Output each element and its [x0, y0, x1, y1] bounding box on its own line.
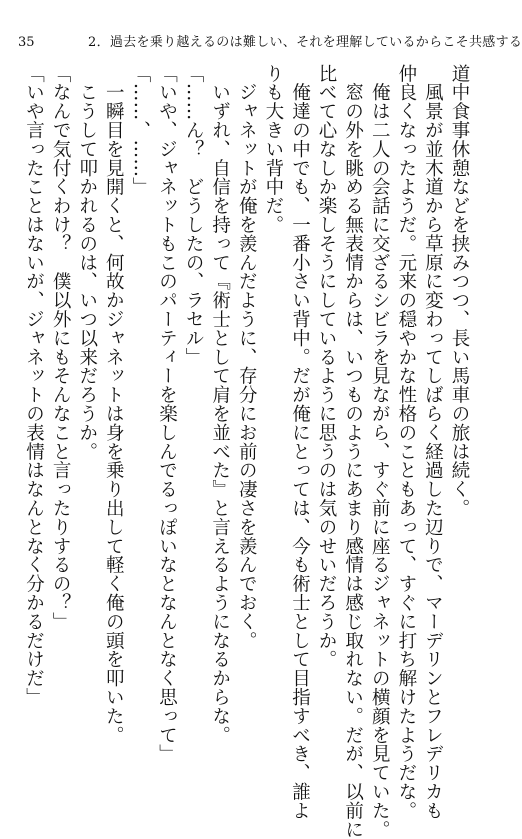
text-line: 一瞬目を見開くと、何故かジャネットは身を乗り出して軽く俺の頭を叩いた。 — [103, 64, 125, 745]
text-line: 「……ん？ どうしたの、ラセル」 — [183, 64, 205, 367]
page-number: 35 — [18, 35, 35, 50]
text-line: 比べて心なしか楽しそうにしているように思うのは気のせいだろうか。 — [316, 64, 338, 669]
text-line: 俺は二人の会話に交ざるシビラを見ながら、すぐ前に座るジャネットの横顔を見ていた。 — [369, 64, 391, 839]
text-line: こうして叩かれるのは、いつ以来だろうか。 — [76, 64, 98, 461]
text-line: 道中食事休憩などを挟みつつ、長い馬車の旅は続く。 — [449, 64, 470, 518]
page-header — [0, 33, 522, 53]
text-line: 風景が並木道から草原に変わってしばらく経過した辺りで、マーデリンとフレデリカも — [422, 64, 444, 820]
text-line: 「……、……」 — [129, 64, 151, 197]
text-line: 俺達の中でも、一番小さい背中。だが俺にとっては、今も術士として目指すべき、誰よ — [289, 64, 311, 820]
text-line: りも大きい背中だ。 — [262, 64, 284, 235]
text-line: 「なんで気付くわけ？ 僕以外にもそんなこと言ったりするの？」 — [50, 64, 72, 631]
text-line: 「いや、ジャネットもこのパーティーを楽しんでるっぽいなとなんとなく思って」 — [156, 64, 178, 764]
text-line: ジャネットが俺を羨んだように、存分にお前の凄さを羨んでおく。 — [236, 64, 258, 650]
text-line: 仲良くなったようだ。元来の穏やかな性格のこともあって、すぐに打ち解けたようだな。 — [395, 64, 417, 820]
text-line: 窓の外を眺める無表情からは、いつものようにあまり感情は感じ取れない。だが、以前に — [342, 64, 364, 839]
text-line: 「いや言ったことはないが、ジャネットの表情はなんとなく分かるだけだ」 — [23, 64, 45, 707]
text-line: いずれ、自信を持って『術士として肩を並べた』と言えるようになるからな。 — [209, 64, 231, 745]
vertical-body-text — [23, 64, 472, 839]
chapter-title: 2．過去を乗り越えるのは難しい、それを理解しているからこそ共感する — [88, 35, 522, 50]
